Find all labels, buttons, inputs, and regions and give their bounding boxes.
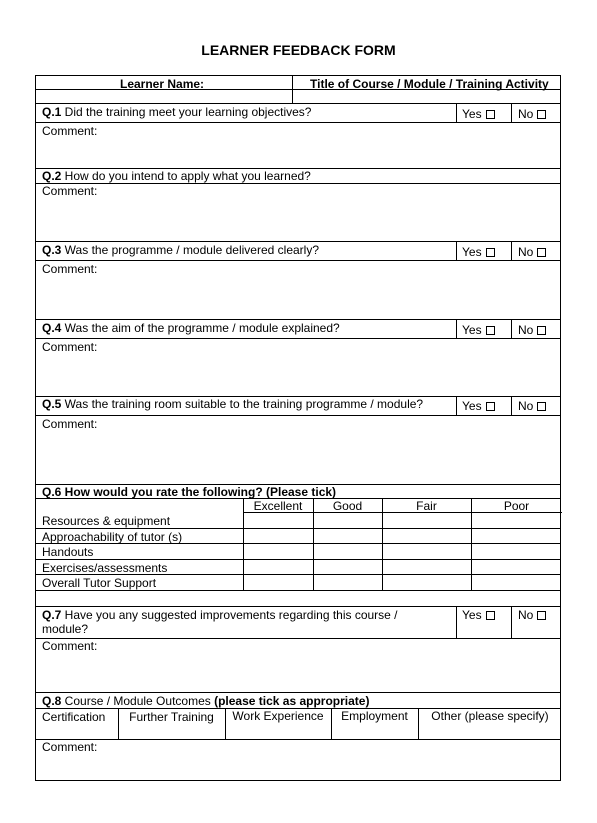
q5-question: Q.5 Was the training room suitable to the training programme / module? <box>42 397 424 411</box>
q4-comment-label: Comment: <box>42 340 98 354</box>
outcome-employment: Employment <box>341 709 408 723</box>
checkbox-icon[interactable] <box>537 110 546 119</box>
q4-yes-option[interactable]: Yes <box>462 323 495 337</box>
q1-comment-label: Comment: <box>42 124 98 138</box>
q4-no-option[interactable]: No <box>518 323 546 337</box>
q3-no-option[interactable]: No <box>518 245 546 259</box>
q5-comment-label: Comment: <box>42 417 98 431</box>
q1-question: Q.1 Did the training meet your learning objectives? <box>42 105 312 119</box>
q5-yes-option[interactable]: Yes <box>462 399 495 413</box>
checkbox-icon[interactable] <box>537 611 546 620</box>
outcome-certification: Certification <box>42 710 106 724</box>
checkbox-icon[interactable] <box>486 248 495 257</box>
q7-no-option[interactable]: No <box>518 608 546 622</box>
checkbox-icon[interactable] <box>537 402 546 411</box>
q4-question: Q.4 Was the aim of the programme / module explained? <box>42 321 340 335</box>
checkbox-icon[interactable] <box>486 402 495 411</box>
q3-question: Q.3 Was the programme / module delivered clearly? <box>42 243 320 257</box>
rating-col-excellent: Excellent <box>253 499 303 513</box>
q6-question: Q.6 How would you rate the following? (Please tick) <box>42 485 337 499</box>
q7-comment-label: Comment: <box>42 639 98 653</box>
q3-yes-option[interactable]: Yes <box>462 245 495 259</box>
q2-question: Q.2 How do you intend to apply what you learned? <box>42 169 311 183</box>
course-title-label: Title of Course / Module / Training Activity <box>310 77 549 91</box>
outcome-other: Other (please specify) <box>431 709 549 723</box>
q5-no-option[interactable]: No <box>518 399 546 413</box>
q3-comment-label: Comment: <box>42 262 98 276</box>
feedback-form <box>35 75 561 781</box>
q2-comment-label: Comment: <box>42 184 98 198</box>
outcome-further-training: Further Training <box>129 710 214 724</box>
rating-row-label: Exercises/assessments <box>42 561 168 575</box>
q8-comment-label: Comment: <box>42 740 98 754</box>
q7-yes-option[interactable]: Yes <box>462 608 495 622</box>
checkbox-icon[interactable] <box>537 248 546 257</box>
learner-name-label: Learner Name: <box>120 77 205 91</box>
checkbox-icon[interactable] <box>537 326 546 335</box>
rating-col-good: Good <box>332 499 363 513</box>
q1-yes-option[interactable]: Yes <box>462 107 495 121</box>
q8-question: Q.8 Course / Module Outcomes (please tick as appropriate) <box>42 694 370 708</box>
q7-question-line2: module? <box>42 622 89 636</box>
rating-col-fair: Fair <box>416 499 437 513</box>
checkbox-icon[interactable] <box>486 611 495 620</box>
rating-col-poor: Poor <box>503 499 530 513</box>
rating-row-label: Overall Tutor Support <box>42 576 157 590</box>
rating-row-label: Approachability of tutor (s) <box>42 530 183 544</box>
q7-question: Q.7 Have you any suggested improvements regarding this course / <box>42 608 398 622</box>
outcome-work-experience: Work Experience <box>232 709 324 723</box>
checkbox-icon[interactable] <box>486 110 495 119</box>
q1-no-option[interactable]: No <box>518 107 546 121</box>
checkbox-icon[interactable] <box>486 326 495 335</box>
rating-row-label: Handouts <box>42 545 94 559</box>
page-title: LEARNER FEEDBACK FORM <box>201 42 396 58</box>
rating-row-label: Resources & equipment <box>42 514 171 528</box>
